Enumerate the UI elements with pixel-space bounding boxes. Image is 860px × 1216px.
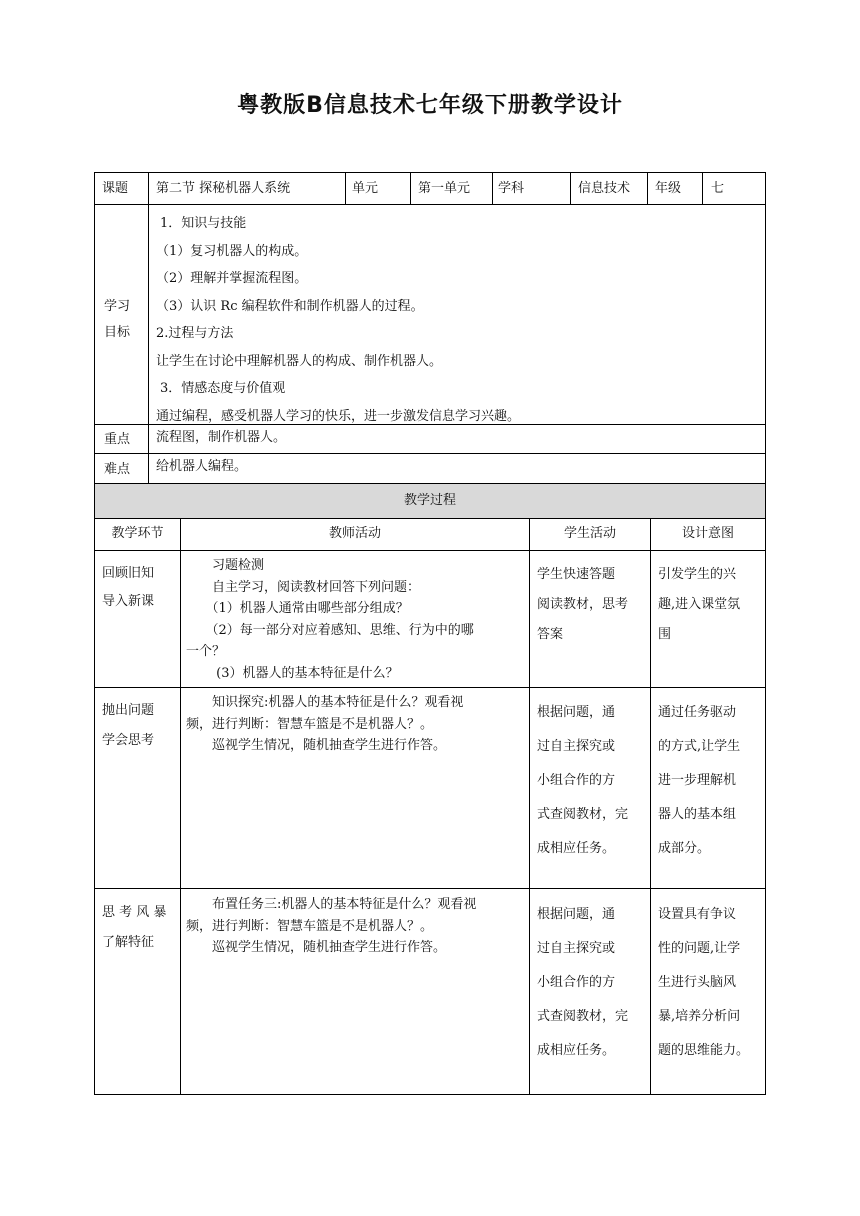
topic-value: 第二节 探秘机器人系统 [156,181,291,196]
document-title: 粤教版B信息技术七年级下册教学设计 [237,93,623,118]
process-header: 教学过程 [403,493,456,508]
key-point-value: 流程图，制作机器人。 [156,430,287,445]
subject-label: 学科 [498,181,525,196]
table-row-stage: 抛出问题 学会思考 [102,703,155,748]
key-point-label: 重点 [104,432,131,447]
objectives-label: 学习 目标 [104,299,131,340]
objective-line: （2）理解并掌握流程图。 [156,271,308,286]
column-header-stage: 教学环节 [111,526,164,541]
table-row-teacher: 知识探究:机器人的基本特征是什么？观看视 频，进行判断：智慧车篮是不是机器人？。 巡视学生情况，随机抽查学生进行作答。 [186,695,464,753]
grade-label: 年级 [655,181,682,196]
table-row-stage: 思 考 风 暴 了解特征 [102,905,167,950]
grade-value: 七 [711,181,725,196]
subject-value: 信息技术 [578,181,631,196]
topic-label: 课题 [102,181,129,196]
objective-line: 让学生在讨论中理解机器人的构成、制作机器人。 [156,353,443,369]
objectives-content [156,210,520,430]
objective-line: （1）复习机器人的构成。 [156,243,308,259]
column-header-student: 学生活动 [563,526,616,541]
column-header-intent: 设计意图 [681,526,734,541]
objective-line: 1．知识与技能 [160,216,247,231]
table-row-student: 学生快速答题 阅读教材，思考 答案 [537,567,629,642]
table-row-intent: 通过任务驱动 的方式,让学生 进一步理解机 器人的基本组 成部分。 [658,705,741,856]
table-row-teacher: 布置任务三:机器人的基本特征是什么？观看视 频，进行判断：智慧车篮是不是机器人？。 巡视学生情况，随机抽查学生进行作答。 [186,897,477,955]
unit-label: 单元 [352,181,379,196]
difficult-point-label: 难点 [104,462,131,477]
table-row-stage: 回顾旧知 导入新课 [102,566,155,609]
table-row-teacher: 习题检测 自主学习，阅读教材回答下列问题： （1）机器人通常由哪些部分组成？ （2）每一部分对应着感知、思维、行为中的哪 一个？ (3）机器人的基本特征是什么？ [186,558,474,681]
table-row-student: 根据问题，通 过自主探究或 小组合作的方 式查阅教材，完 成相应任务。 [537,705,629,856]
objective-line: 通过编程，感受机器人学习的快乐，进一步激发信息学习兴趣。 [156,408,521,424]
table-row-intent: 设置具有争议 性的问题,让学 生进行头脑风 暴,培养分析问 题的思维能力。 [658,907,750,1058]
difficult-point-value: 给机器人编程。 [156,459,248,474]
column-header-teacher: 教师活动 [328,526,381,541]
table-row-intent: 引发学生的兴 趣,进入课堂氛 围 [658,567,741,642]
objective-line: 3．情感态度与价值观 [160,381,286,396]
objective-line: 2.过程与方法 [156,326,234,341]
objective-line: （3）认识 Rc 编程软件和制作机器人的过程。 [156,298,424,314]
unit-value: 第一单元 [418,181,471,196]
table-row-student: 根据问题，通 过自主探究或 小组合作的方 式查阅教材，完 成相应任务。 [537,907,629,1058]
